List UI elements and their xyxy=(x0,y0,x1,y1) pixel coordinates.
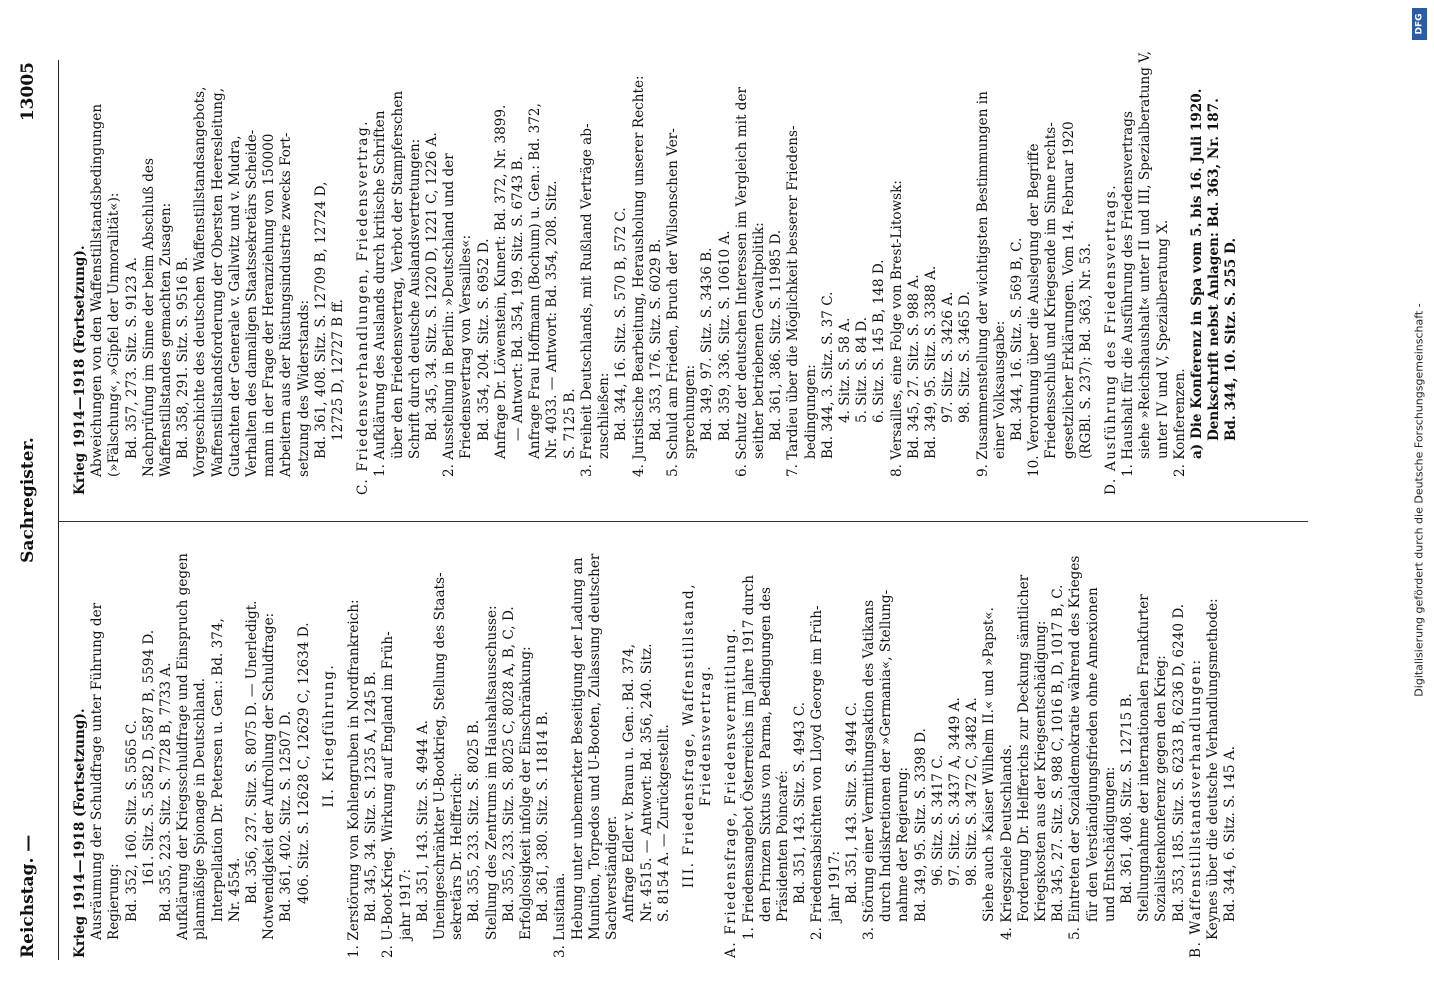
index-line: Bd. 355, 223. Sitz. S. 7728 B, 7733 A. xyxy=(158,662,175,922)
index-line: Bd. 361, 408. Sitz. S. 12709 B, 12724 D, xyxy=(312,181,329,459)
index-line: Nr. 4554. xyxy=(226,857,243,922)
index-line: 96. Sitz. S. 3417 C. xyxy=(929,754,946,886)
index-line: Bd. 357, 273. Sitz. S. 9123 A. xyxy=(123,257,140,459)
dfg-logo-text: DFG xyxy=(1414,13,1425,35)
index-line: einer Volksausgabe: xyxy=(991,320,1008,459)
index-line: Nachprüfung im Sinne der beim Abschluß des xyxy=(140,158,157,477)
index-line: (»Fälschung«, »Gipfel der Unmoralität«): xyxy=(106,192,123,477)
index-line: Bd. 352, 160. Sitz. S. 5565 C. xyxy=(123,719,140,922)
index-line: Bd. 361, 408. Sitz. S. 12715 B. xyxy=(1118,693,1135,904)
index-line: Bd. 361, 386. Sitz. S. 11985 D. xyxy=(768,229,785,441)
index-line: Krieg 1914—1918 (Fortsetzung). xyxy=(72,708,88,958)
index-line: siehe »Reichshaushalt« unter II und III, Spezialberatung V, xyxy=(1137,51,1154,459)
index-line: Waffenstillstandsforderung der Obersten Heeresleitung, xyxy=(209,87,226,477)
index-line: Anfrage Edler v. Braun u. Gen.: Bd. 374, xyxy=(621,643,638,922)
index-line: Nr. 4515. — Antwort: Bd. 356, 240. Sitz. xyxy=(638,643,655,922)
index-line: a) Die Konferenz in Spa vom 5. bis 16. Juli 1920. xyxy=(1189,88,1205,459)
index-line: Forderung Dr. Helfferichs zur Deckung sämtlicher xyxy=(1015,574,1032,922)
index-line: Friedensschluß und Kriegsende im Sinne rechts- xyxy=(1043,122,1060,459)
index-line: Friedensvertrag von Versailles«: xyxy=(458,234,475,459)
index-line: 2. Friedensabsichten von Lloyd George im Früh- xyxy=(809,605,826,940)
index-line: Gutachten der Generale v. Gallwitz und v. Mudra, xyxy=(226,135,243,477)
index-line: Nr. 4033. — Antwort: Bd. 354, 208. Sitz. xyxy=(544,180,561,459)
index-line: 4. Sitz. S. 58 A. xyxy=(836,317,853,423)
index-line xyxy=(1095,50,1103,495)
index-line: Abweichungen von den Waffenstillstandsbedingungen xyxy=(89,103,106,477)
index-line: jahr 1917: xyxy=(826,850,843,922)
index-line: Präsidenten Poincaré: xyxy=(774,770,791,922)
index-line: 2. Ausstellung in Berlin: »Deutschland und der xyxy=(441,153,458,477)
index-line xyxy=(347,50,355,495)
running-header-left: Reichstag. — xyxy=(18,834,38,958)
index-line: 10. Verordnung über die Auslegung der Begriffe xyxy=(1026,143,1043,477)
index-line: Bd. 353, 185. Sitz. S. 6233 B, 6236 D, 6240 D. xyxy=(1170,603,1187,922)
index-line: 1. Haushalt für die Ausführung des Friedensvertrags xyxy=(1120,111,1137,477)
index-line: durch Indiskretionen der »Germania«, Stellung- xyxy=(878,589,895,922)
index-line xyxy=(715,513,723,958)
index-line: C. Friedensverhandlungen, Friedensvertrag. xyxy=(355,119,372,495)
index-line: 2. Konferenzen. xyxy=(1171,368,1188,477)
index-line: sekretärs Dr. Helfferich: xyxy=(449,772,466,940)
index-line: 5. Eintreten der Sozialdemokratie während des Krieges xyxy=(1067,555,1084,940)
index-line: Anfrage Dr. Löwenstein, Kunert: Bd. 372, Nr. 3899. xyxy=(492,104,509,459)
index-line: Stellung des Zentrums im Haushaltsausschusse: xyxy=(483,605,500,940)
index-line: — Antwort: Bd. 354, 199. Sitz. S. 6743 B. xyxy=(510,156,527,441)
index-line: Bd. 351, 143. Sitz. S. 4944 A. xyxy=(414,720,431,922)
index-line: 5. Schuld am Frieden, Bruch der Wilsonschen Ver- xyxy=(664,128,681,477)
index-line: Bd. 355, 233. Sitz. S. 8025 C, 8028 A, B, C, D. xyxy=(500,606,517,922)
digitization-credit: Digitalisierung gefördert durch die Deutsche Forschungsgemeinschaft - xyxy=(1412,303,1426,697)
index-line: für den Verständigungsfrieden ohne Annexionen xyxy=(1084,587,1101,922)
index-line: Vorgeschichte des deutschen Waffenstillstandsangebots, xyxy=(192,86,209,477)
index-line: Bd. 361, 380. Sitz. S. 11814 B. xyxy=(535,711,552,922)
index-line: Bd. 358, 291. Sitz. S. 9516 B. xyxy=(175,256,192,459)
index-line: 1. Friedensangebot Österreichs im Jahre 1917 durch xyxy=(740,574,757,940)
right-column xyxy=(72,50,1241,495)
index-line: Bd. 344, 6. Sitz. S. 145 A. xyxy=(1222,745,1239,922)
index-line: Bd. 355, 233. Sitz. S. 8025 B. xyxy=(466,719,483,922)
index-line: Siehe auch »Kaiser Wilhelm II.« und »Papst«. xyxy=(981,607,998,922)
index-line: (RGBl. S. 237): Bd. 363, Nr. 53. xyxy=(1077,242,1094,459)
index-line: Verhalten des damaligen Staatssekretärs Scheide- xyxy=(244,129,261,477)
index-line: 8. Versailles, eine Folge von Brest-Litowsk: xyxy=(888,180,905,477)
index-line: II. Kriegführung. xyxy=(320,663,337,808)
index-line: 97. Sitz. S. 3426 A. xyxy=(940,291,957,423)
index-line: nahme der Regierung: xyxy=(895,766,912,922)
index-line: 4. Kriegsziele Deutschlands. xyxy=(998,744,1015,940)
index-line: Bd. 361, 402. Sitz. S. 12507 D. xyxy=(278,710,295,922)
index-line: 98. Sitz. S. 3472 C, 3482 A. xyxy=(964,697,981,886)
index-line: Notwendigkeit der Aufrollung der Schuldfrage: xyxy=(261,612,278,940)
running-header-center: Sachregister. xyxy=(18,437,38,563)
index-line: Uneingeschränkter U-Bootkrieg, Stellung des Staats- xyxy=(432,572,449,940)
index-line: 406. Sitz. S. 12628 C, 12629 C, 12634 D. xyxy=(295,622,312,904)
index-line: Bd. 353, 176. Sitz. S. 6029 B. xyxy=(647,238,664,441)
index-line: jahr 1917: xyxy=(397,868,414,940)
index-line: über den Friedensvertrag, Verbot der Stampferschen xyxy=(389,90,406,459)
index-line: 6. Sitz. S. 145 B, 148 D. xyxy=(871,259,888,423)
index-line: mann in der Frage der Heranziehung von 150000 xyxy=(261,133,278,477)
index-line: Bd. 344, 16. Sitz. S. 570 B, 572 C. xyxy=(613,207,630,441)
index-line: 5. Sitz. S. 84 D. xyxy=(854,316,871,423)
index-line: III. Friedensfrage, Waffenstillstand, xyxy=(680,582,697,889)
index-line: Friedensvertrag. xyxy=(698,664,715,807)
index-line: Bd. 349, 97. Sitz. S. 3436 B. xyxy=(699,247,716,441)
index-line: Stellungnahme der internationalen Frankfurter xyxy=(1136,594,1153,922)
index-line: Sachverständiger. xyxy=(604,815,621,940)
index-line: Kriegskosten aus der Kriegsentschädigung: xyxy=(1032,620,1049,922)
header-rule xyxy=(58,60,59,960)
index-line: 1. Zerstörung von Kohlengruben in Nordfrankreich: xyxy=(346,599,363,958)
index-line: Bd. 349, 95. Sitz. S. 3388 A. xyxy=(922,265,939,459)
index-line: Bd. 345, 34. Sitz. S. 1220 D, 1221 C, 1226 A. xyxy=(424,132,441,441)
index-line: planmäßige Spionage in Deutschland. xyxy=(192,677,209,940)
index-line: zuschließen: xyxy=(596,372,613,459)
index-line: 3. Freiheit Deutschlands, mit Rußland Verträge ab- xyxy=(578,123,595,477)
index-line: seither betriebenen Gewaltpolitik: xyxy=(750,222,767,459)
index-line: 98. Sitz. S. 3465 D. xyxy=(957,291,974,423)
index-line: 3. Lusitania. xyxy=(552,872,569,958)
index-line: Ausräumung der Schuldfrage unter Führung der xyxy=(89,602,106,940)
index-line: Erfolglosigkeit infolge der Einschränkung: xyxy=(518,646,535,940)
index-line: Sozialistenkonferenz gegen den Krieg: xyxy=(1153,655,1170,922)
index-line: Krieg 1914—1918 (Fortsetzung). xyxy=(72,245,88,495)
index-line: gesetzlicher Erklärungen. Vom 14. Februar 1920 xyxy=(1060,121,1077,459)
index-line: D. Ausführung des Friedensvertrags. xyxy=(1102,183,1119,495)
digitization-notice xyxy=(1405,0,1434,1000)
index-line: Bd. 344, 16. Sitz. S. 569 B, C. xyxy=(1008,237,1025,441)
index-line: Denkschrift nebst Anlagen: Bd. 363, Nr. 187. xyxy=(1206,98,1223,441)
index-line: bedingungen: xyxy=(802,364,819,459)
index-line: Hebung unter unbemerkter Beseitigung der Ladung an xyxy=(569,557,586,940)
index-line: Schrift durch deutsche Auslandsvertretungen: xyxy=(406,138,423,459)
index-line: Bd. 356, 237. Sitz. S. 8075 D. — Unerledigt. xyxy=(244,600,261,904)
index-line: Bd. 354, 204. Sitz. S. 6952 D. xyxy=(475,238,492,441)
index-line: 7. Tardieu über die Möglichkeit besserer Friedens- xyxy=(785,125,802,477)
index-line: Bd. 345, 27. Sitz. S. 988 A. xyxy=(905,274,922,459)
index-line xyxy=(313,513,321,958)
index-line: 97. Sitz. S. 3437 A, 3449 A. xyxy=(946,697,963,886)
index-line: S. 8154 A. — Zurückgestellt. xyxy=(655,724,672,922)
index-line: Anfrage Frau Hoffmann (Bochum) u. Gen.: Bd. 372, xyxy=(527,103,544,459)
index-line: 12725 D, 12727 B ff. xyxy=(330,299,347,441)
index-line: setzung des Widerstands: xyxy=(295,299,312,477)
index-line: 6. Schutz der deutschen Interessen im Vergleich mit der xyxy=(733,87,750,477)
index-line: und Entschädigungen: xyxy=(1101,766,1118,922)
index-line: Munition, Torpedos und U-Booten, Zulassung deutscher xyxy=(586,553,603,940)
left-column xyxy=(72,513,1239,958)
index-line: Waffenstillstandes gemachten Zusagen: xyxy=(158,202,175,477)
index-line: Keynes über die deutsche Verhandlungsmethode: xyxy=(1205,598,1221,940)
index-line: Bd. 344, 3. Sitz. S. 37 C. xyxy=(819,291,836,459)
index-line: S. 7125 B. xyxy=(561,388,578,459)
index-line: Bd. 349, 95. Sitz. S. 3398 D. xyxy=(912,728,929,922)
index-line: Arbeitern aus der Rüstungsindustrie zwecks Fort- xyxy=(278,132,295,477)
dfg-logo xyxy=(1412,8,1427,40)
index-line: den Prinzen Sixtus von Parma, Bedingungen des xyxy=(757,586,774,922)
index-line: Bd. 351, 143. Sitz. S. 4944 C. xyxy=(843,701,860,904)
index-line xyxy=(338,513,346,958)
index-line: 4. Juristische Bearbeitung, Herausholung unserer Rechte: xyxy=(630,75,647,477)
index-line: Bd. 351, 143. Sitz. S. 4943 C. xyxy=(792,701,809,904)
page-number: 13005 xyxy=(18,62,38,122)
index-line: Bd. 345, 27. Sitz. S. 988 C, 1016 B, D, 1017 B, C. xyxy=(1050,584,1067,922)
index-line: 9. Zusammenstellung der wichtigsten Bestimmungen in xyxy=(974,91,991,477)
index-line: unter IV und V, Spezialberatung X. xyxy=(1154,219,1171,459)
index-line: 1. Aufklärung des Auslands durch kritische Schriften xyxy=(372,110,389,477)
index-line: Aufklärung der Kriegsschuldfrage und Einspruch gegen xyxy=(175,553,192,940)
index-line: 2. U-Boot-Krieg. Wirkung auf England im Früh- xyxy=(380,631,397,958)
index-line xyxy=(673,513,681,958)
index-line: Bd. 344, 10. Sitz. S. 255 D. xyxy=(1223,237,1240,441)
index-line: A. Friedensfrage, Friedensvermittlung. xyxy=(723,626,740,958)
index-line: Bd. 359, 336. Sitz. S. 10610 A. xyxy=(716,230,733,441)
index-line: B. Waffenstillstandsverhandlungen: xyxy=(1187,658,1204,958)
index-line: sprechungen: xyxy=(682,364,699,459)
index-line: Interpellation Dr. Petersen u. Gen.: Bd. 374, xyxy=(209,618,226,922)
index-line: Regierung: xyxy=(106,863,123,940)
index-line: Bd. 345, 34. Sitz. S. 1235 A, 1245 B. xyxy=(363,671,380,922)
index-line: 161. Sitz. S. 5582 D, 5587 B, 5594 D. xyxy=(140,629,157,886)
index-line: 3. Störung einer Vermittlungsaktion des Vatikans xyxy=(860,599,877,940)
